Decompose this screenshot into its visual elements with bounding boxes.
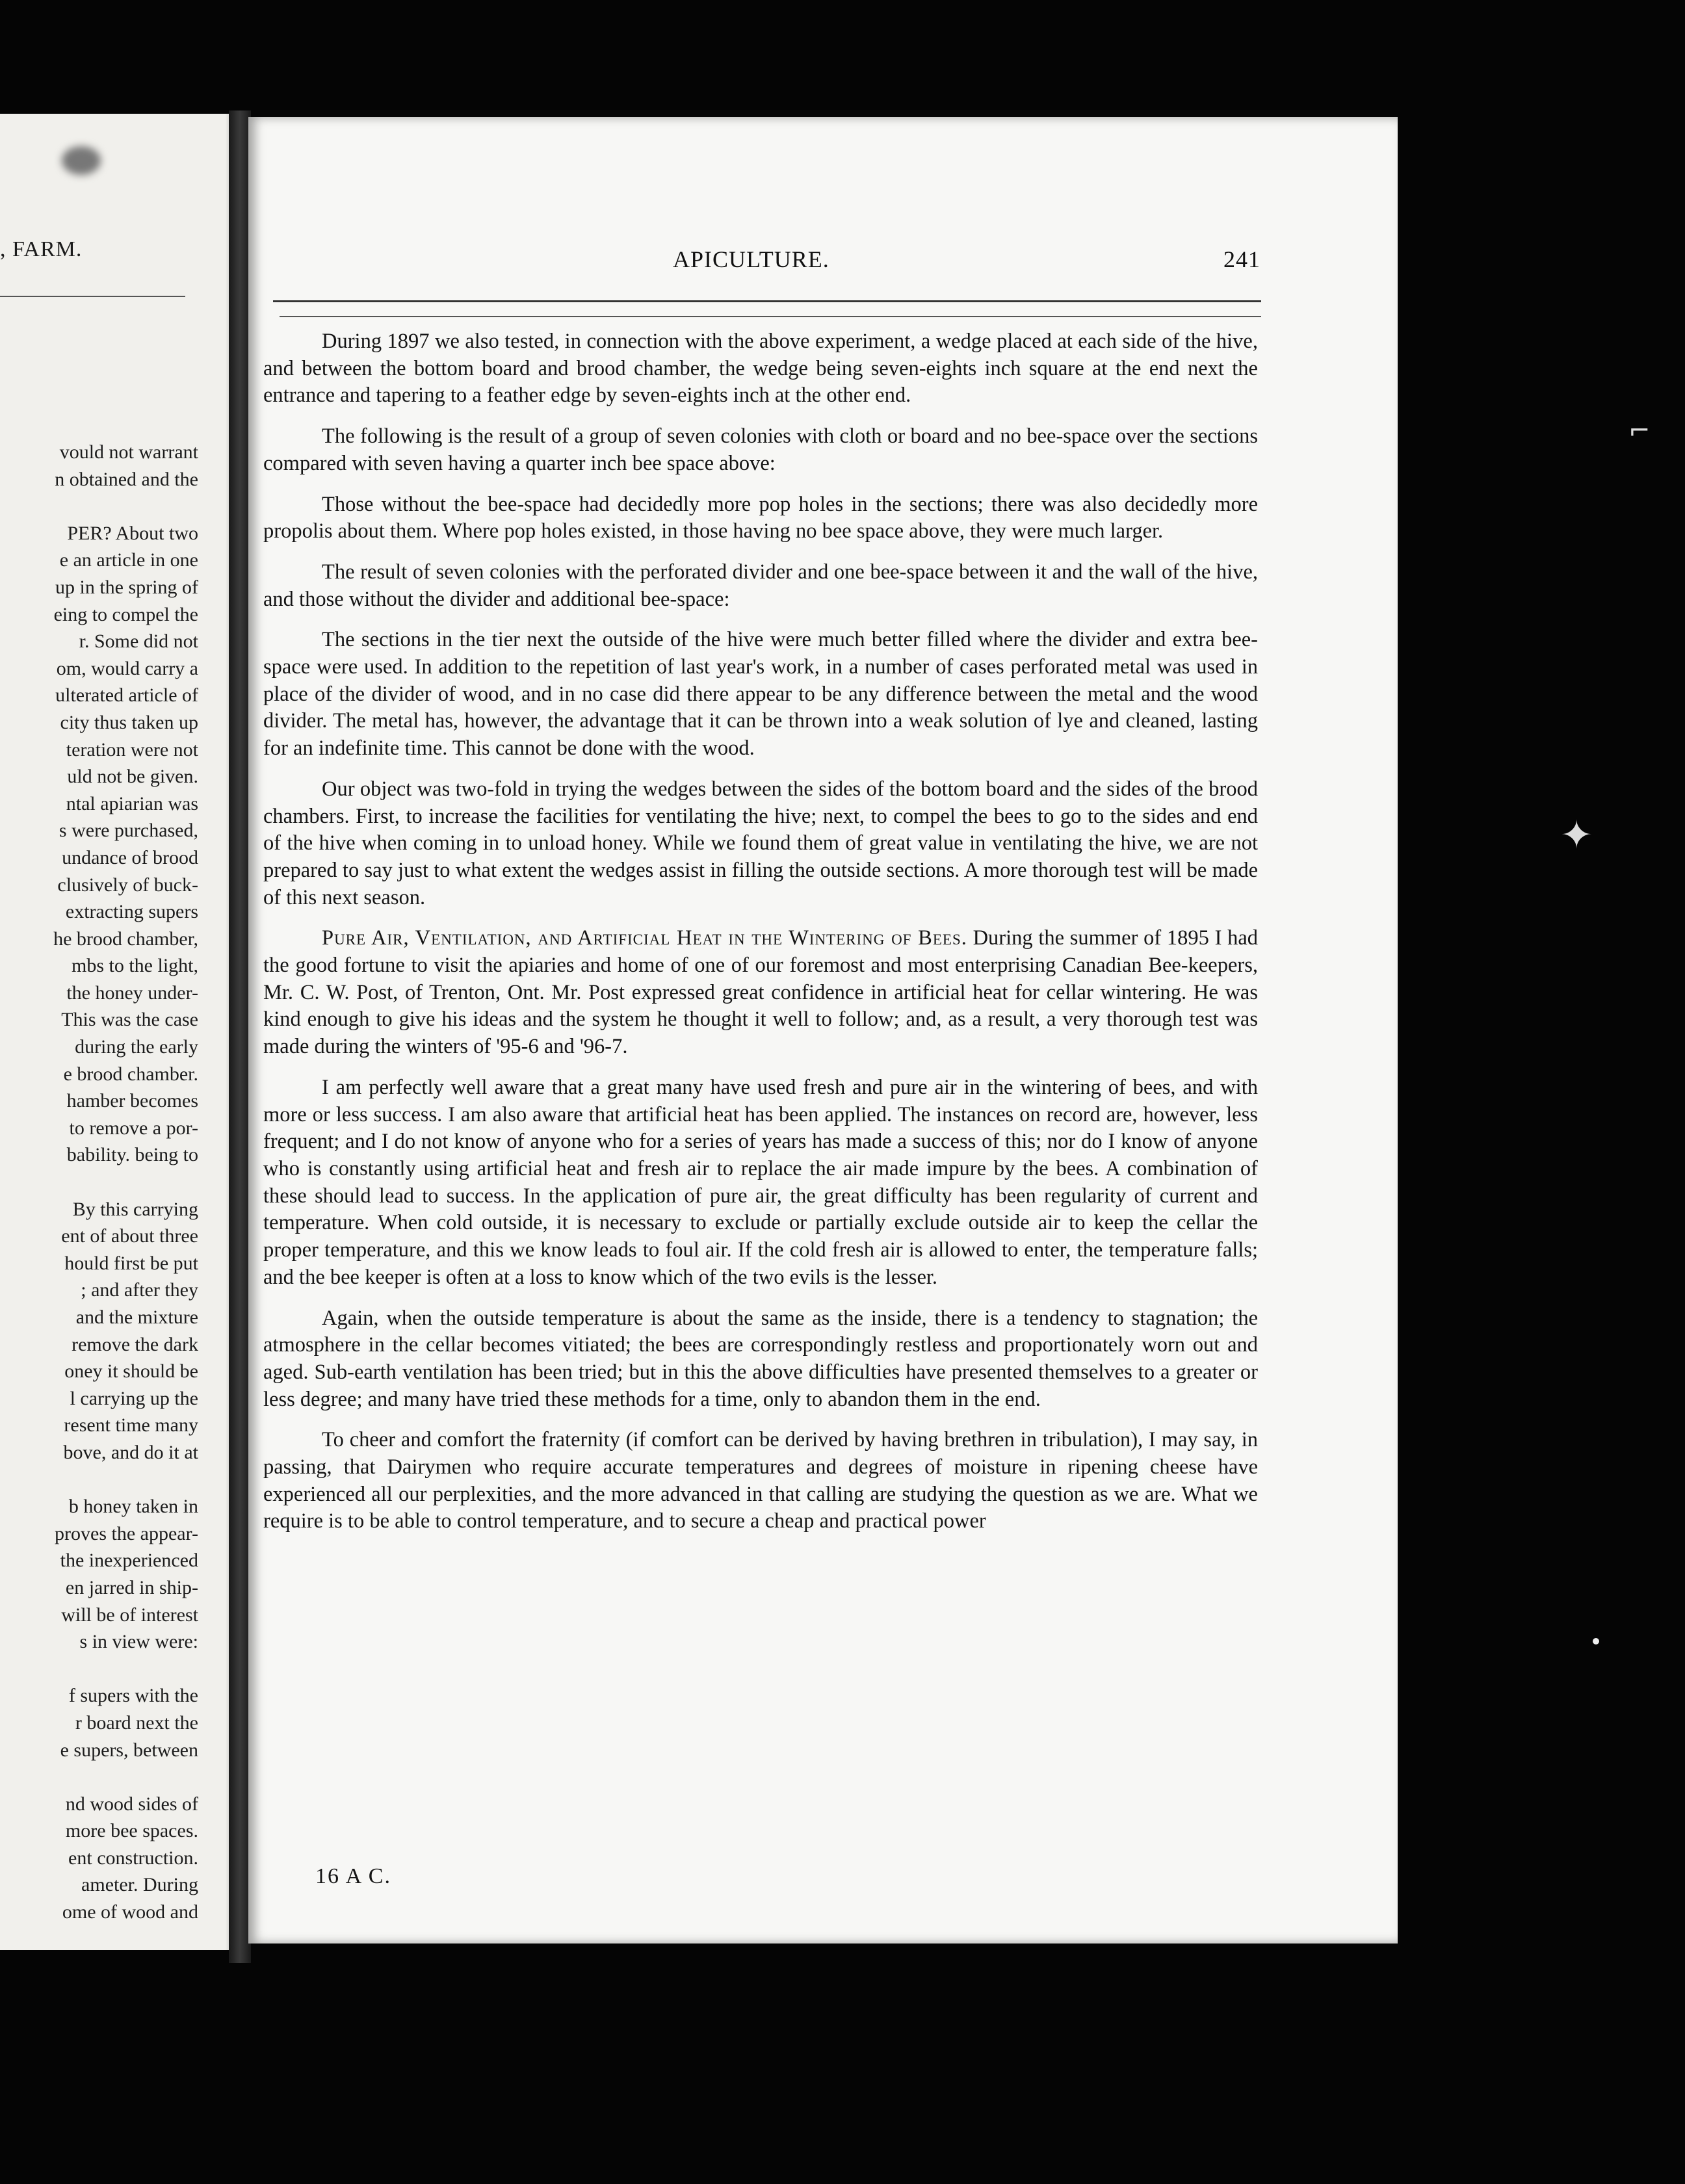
left-text-line: en jarred in ship-	[65, 1576, 198, 1598]
paragraph: The sections in the tier next the outside of the hive were much better filled where the divider and extra bee-space were used. In addition to the repetition of last year's work, in a number of cases perforated metal was used in place of the divider of wood, and in no case did there appear to be any difference between the metal and the wood divider. The metal has, however, the advantage that it can be thrown into a weak solution of lye and cleaned, lasting for an indefinite time. This cannot be done with the wood.	[263, 628, 1258, 760]
left-text-line: oney it should be	[64, 1360, 198, 1383]
left-text-line	[0, 1656, 198, 1683]
left-text-line: uld not be given.	[67, 766, 198, 788]
section-heading: Pure Air, Ventilation, and Artificial Heat in the Wintering of Bees.	[322, 926, 967, 950]
left-text-line: b honey taken in	[68, 1496, 198, 1518]
left-running-header: , FARM.	[0, 237, 83, 261]
left-text-line: r. Some did not	[79, 630, 198, 653]
left-text-line: ntal apiarian was	[66, 792, 198, 814]
printer-signature: 16 A C.	[315, 1864, 391, 1888]
left-text-line	[0, 1763, 198, 1791]
page-number: 241	[1223, 246, 1260, 272]
left-text-line: ome of wood and	[62, 1901, 198, 1923]
left-text-line: l carrying up the	[70, 1387, 198, 1409]
header-rule-secondary	[280, 316, 1261, 317]
left-text-line: By this carrying	[72, 1198, 198, 1220]
left-text-line: ent of about three	[61, 1225, 198, 1247]
left-text-line: up in the spring of	[55, 576, 198, 598]
left-text-line: and the mixture	[75, 1306, 198, 1328]
paragraph: Those without the bee-space had decidedly more pop holes in the sections; there was also decidedly more propolis about them. Where pop holes existed, in those having no bee space above, they were much larger.	[263, 492, 1258, 543]
left-text-line: bability. being to	[66, 1144, 198, 1166]
film-dust-mark: ✦	[1560, 812, 1593, 858]
section-paragraph	[263, 925, 1258, 1061]
left-text-line: the inexperienced	[60, 1550, 198, 1572]
left-text-line: nd wood sides of	[65, 1793, 198, 1815]
left-text-line: proves the appear-	[55, 1522, 198, 1544]
paragraph: To cheer and comfort the fraternity (if comfort can be derived by having brethren in tribulation), I may say, in passing, that Dairymen who require accurate temperatures and degrees of moisture in ripening cheese have experienced all our perplexities, and the more advanced in that calling are studying the question as we are. What we require is to be able to control temperature, and to secure a cheap and practical power	[263, 1428, 1258, 1533]
book-gutter	[229, 110, 251, 1963]
left-text-line: to remove a por-	[69, 1117, 198, 1139]
left-text-line: teration were not	[66, 738, 198, 760]
left-text-line: r board next the	[75, 1711, 198, 1734]
left-text-line: ameter. During	[81, 1874, 198, 1896]
left-text-line: e an article in one	[59, 549, 198, 571]
ink-smudge	[62, 146, 101, 175]
left-text-line: vould not warrant	[59, 441, 198, 463]
left-text-line: hould first be put	[64, 1252, 198, 1274]
left-text-line: he brood chamber,	[53, 928, 198, 950]
article-body	[263, 328, 1258, 1549]
left-text-line: PER? About two	[67, 522, 198, 544]
film-scratch-mark: ⌐	[1628, 416, 1651, 446]
film-speck	[1593, 1638, 1599, 1644]
left-text-line: hamber becomes	[66, 1090, 198, 1112]
left-text-line: during the early	[75, 1036, 198, 1058]
left-text-line: eing to compel the	[53, 603, 198, 625]
left-text-line: resent time many	[64, 1414, 198, 1436]
left-text-line: clusively of buck-	[57, 874, 198, 896]
left-text-line: ent construction.	[68, 1847, 198, 1869]
left-page-text	[0, 439, 198, 1926]
left-text-line: remove the dark	[72, 1333, 198, 1355]
left-page	[0, 114, 237, 1950]
left-text-line: ; and after they	[81, 1279, 198, 1301]
left-text-line: mbs to the light,	[72, 955, 198, 977]
left-text-line: f supers with the	[68, 1685, 198, 1707]
left-text-line: om, would carry a	[56, 657, 198, 679]
left-header-rule	[0, 296, 185, 297]
left-text-line: the honey under-	[66, 982, 198, 1004]
left-text-line	[0, 1466, 198, 1494]
header-rule	[273, 300, 1261, 302]
paragraph: Again, when the outside temperature is about the same as the inside, there is a tendency to stagnation; the atmosphere in the cellar becomes vitiated; the bees are correspondingly restless and proportionately worn out and aged. Sub-earth ventilation has been tried; but in this the above difficulties have presented themselves to a greater or less degree; and many have tried these methods for a time, only to abandon them in the end.	[263, 1306, 1258, 1411]
left-text-line: s in view were:	[79, 1631, 198, 1653]
paragraph: During 1897 we also tested, in connection with the above experiment, a wedge placed at each side of the hive, and between the bottom board and brood chamber, the wedge being seven-eights inch square at the end next the entrance and tapering to a feather edge by seven-eights inch at the other end.	[263, 330, 1258, 408]
left-text-line: will be of interest	[61, 1604, 198, 1626]
left-text-line	[0, 1169, 198, 1196]
section-intro: During the summer of 1895 I had the good fortune to visit the apiaries and home of one of our foremost and most enterprising Canadian Bee-keepers, Mr. C. W. Post, of Trenton, Ont. Mr. Post expressed great confidence in artificial heat for cellar wintering. He was kind enough to give his ideas and the system he thought it well to follow; and, as a result, a very thorough test was made during the winters of '95-6 and '96-7.	[263, 926, 1259, 1059]
left-text-line: n obtained and the	[55, 468, 198, 490]
left-text-line: more bee spaces.	[65, 1820, 198, 1842]
left-text-line: e brood chamber.	[63, 1063, 198, 1085]
left-text-line: This was the case	[61, 1009, 198, 1031]
left-text-line: undance of brood	[62, 846, 198, 868]
paragraph: I am perfectly well aware that a great many have used fresh and pure air in the wintering of bees, and with more or less success. I am also aware that artificial heat has been applied. The instances on record are, however, less frequent; and I do not know of anyone who for a series of years has made a success of this; nor do I know of anyone who is constantly using artificial heat and fresh air to replace the air made impure by the bees. A combination of these should lead to success. In the application of pure air, the great difficulty has been regularity of current and temperature. When cold outside, it is necessary to exclude or partially exclude outside air to keep the cellar the proper temperature, and this we know leads to foul air. If the cold fresh air is allowed to enter, the temperature falls; and the bee keeper is often at a loss to know which of the two evils is the lesser.	[263, 1075, 1258, 1289]
left-text-line: bove, and do it at	[63, 1441, 198, 1463]
paragraph: Our object was two-fold in trying the wedges between the sides of the bottom board and the sides of the brood chambers. First, to increase the facilities for ventilating the hive; next, to compel the bees to go to the sides and end of the hive when coming in to unload honey. While we found them of great value in ventilating the hive, we are not prepared to say just to what extent the wedges assist in filling the outside sections. A more thorough test will be made of this next season.	[263, 777, 1258, 909]
left-text-line	[0, 493, 198, 520]
left-text-line: city thus taken up	[60, 711, 198, 733]
left-text-line: ulterated article of	[55, 684, 198, 707]
paragraph: The result of seven colonies with the perforated divider and one bee-space between it and the wall of the hive, and those without the divider and additional bee-space:	[263, 560, 1258, 611]
left-text-line: s were purchased,	[59, 820, 198, 842]
running-title: APICULTURE.	[673, 246, 829, 272]
left-text-line: extracting supers	[65, 901, 198, 923]
paragraph: The following is the result of a group of seven colonies with cloth or board and no bee-space over the sections compared with seven having a quarter inch bee space above:	[263, 424, 1258, 475]
left-text-line: e supers, between	[60, 1739, 198, 1761]
